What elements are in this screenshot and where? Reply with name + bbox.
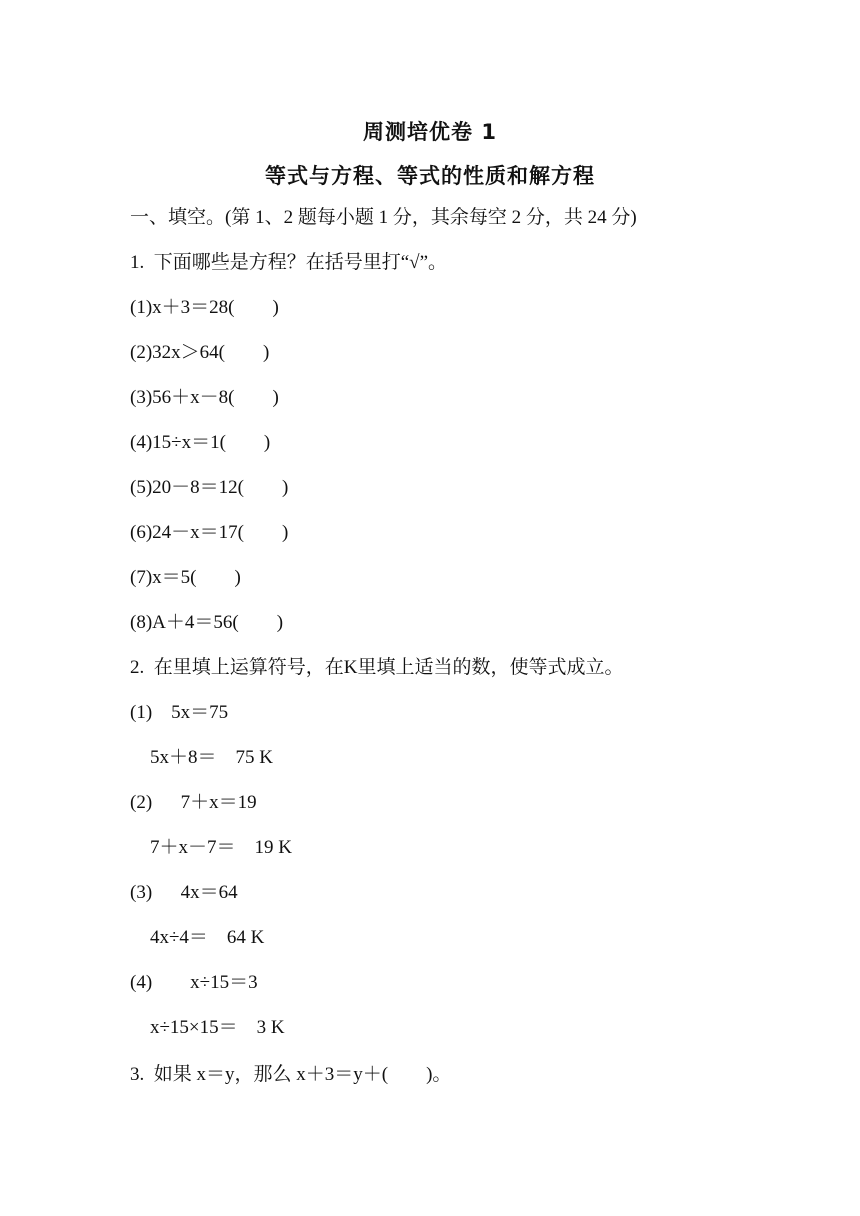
question-1-item: (4)15÷x＝1( )	[130, 432, 271, 453]
question-2-given: (3) 4x＝64	[130, 882, 238, 903]
question-2-step: 7＋x－7＝ 19 K	[150, 837, 292, 858]
question-2-given: (4) x÷15＝3	[130, 972, 258, 993]
question-2-given: (2) 7＋x＝19	[130, 792, 257, 813]
question-2-step: 4x÷4＝ 64 K	[150, 927, 265, 948]
question-3-prompt: 3. 如果 x＝y，那么 x＋3＝y＋( )。	[130, 1064, 452, 1085]
page-subtitle: 等式与方程、等式的性质和解方程	[265, 164, 595, 188]
question-1-item: (1)x＋3＝28( )	[130, 297, 279, 318]
question-2-given: (1) 5x＝75	[130, 702, 229, 723]
question-1-prompt: 1. 下面哪些是方程？在括号里打“√”。	[130, 252, 448, 273]
question-1-item: (2)32x＞64( )	[130, 342, 270, 363]
question-1-item: (3)56＋x－8( )	[130, 387, 279, 408]
section-heading: 一、填空。(第 1、2 题每小题 1 分，其余每空 2 分，共 24 分)	[130, 207, 637, 228]
question-2-prompt: 2. 在里填上运算符号，在K里填上适当的数，使等式成立。	[130, 657, 624, 678]
question-1-item: (5)20－8＝12( )	[130, 477, 289, 498]
page-title: 周测培优卷 1	[363, 120, 497, 144]
question-1-item: (7)x＝5( )	[130, 567, 241, 588]
question-1-item: (8)A＋4＝56( )	[130, 612, 284, 633]
question-1-item: (6)24－x＝17( )	[130, 522, 289, 543]
question-2-step: 5x＋8＝ 75 K	[150, 747, 273, 768]
question-2-step: x÷15×15＝ 3 K	[150, 1017, 285, 1038]
